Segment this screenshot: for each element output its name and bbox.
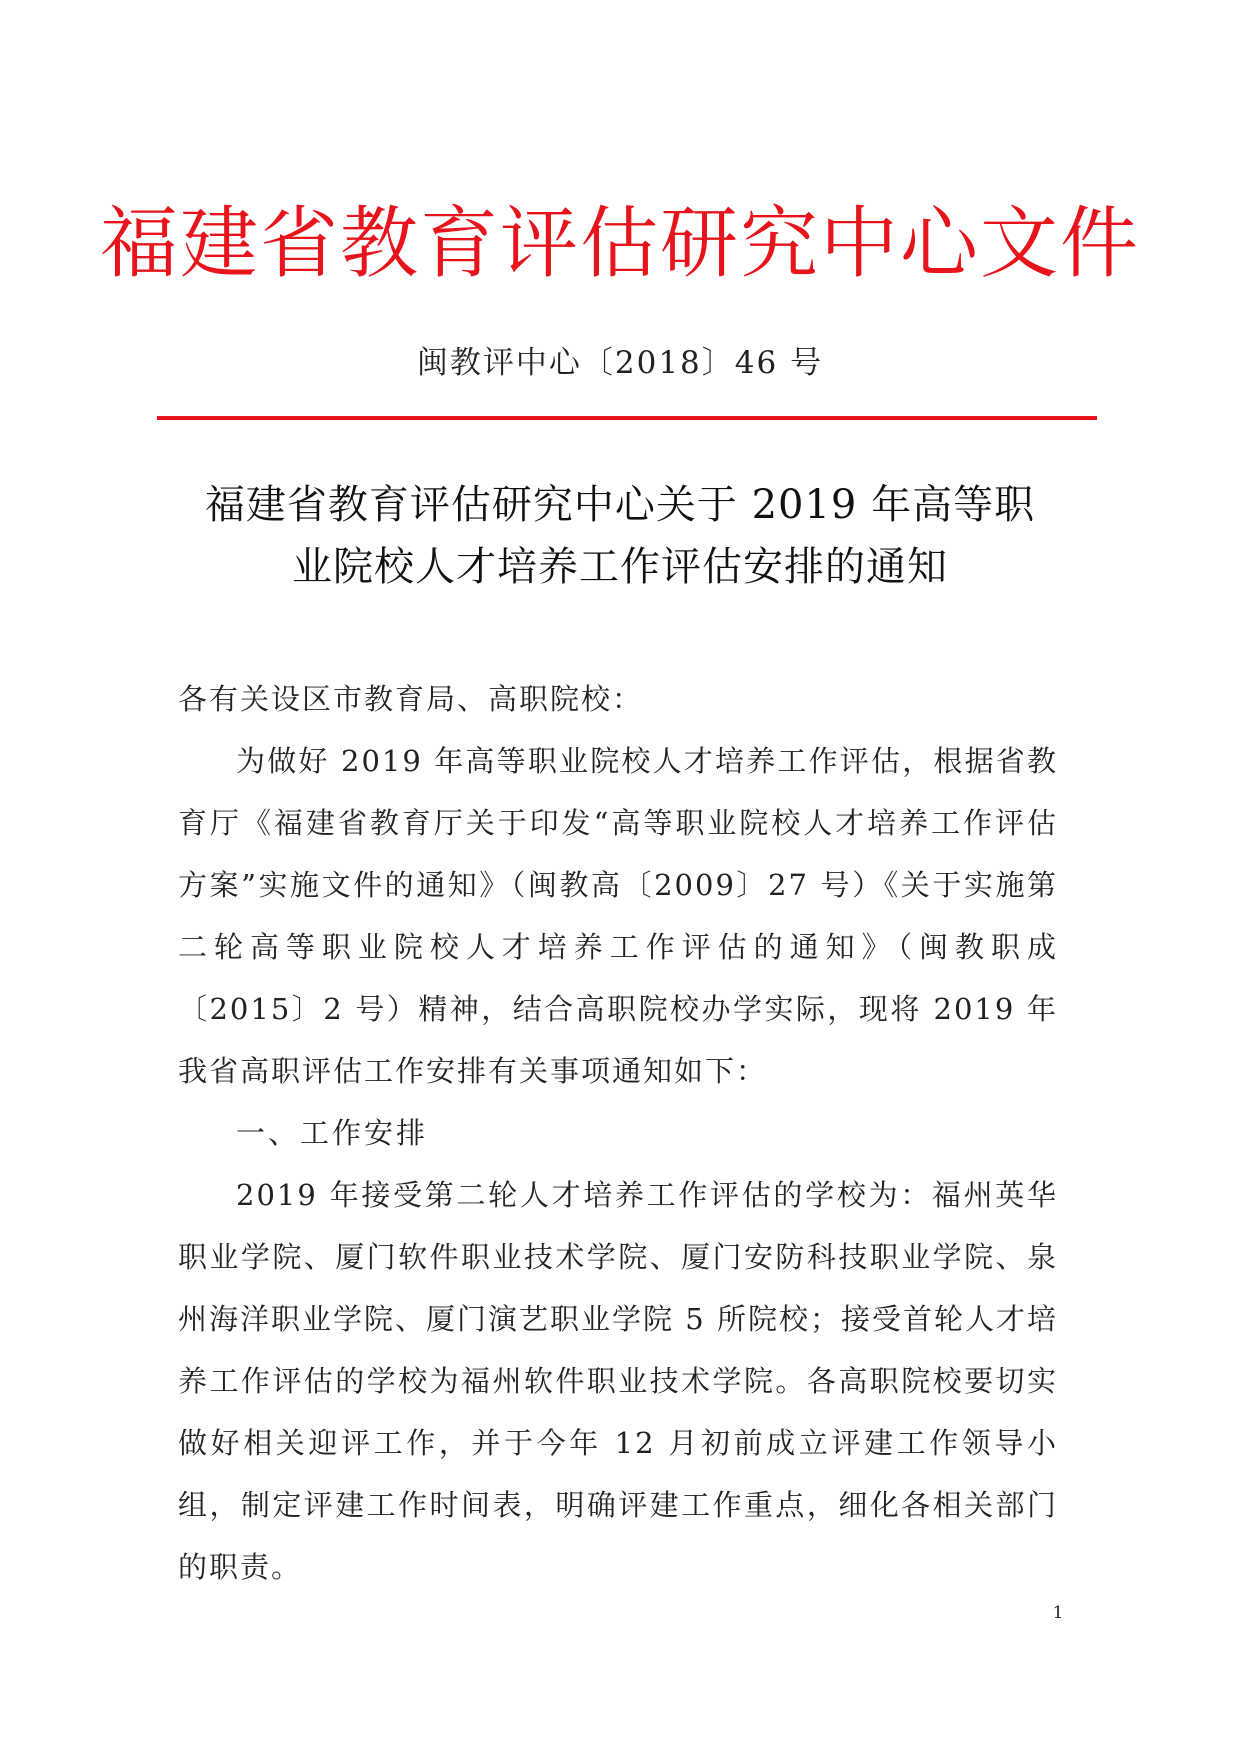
title-line-2: 业院校人才培养工作评估安排的通知 — [292, 544, 948, 590]
document-number: 闽教评中心〔2018〕46 号 — [416, 345, 824, 381]
intro-paragraph: 为做好 2019 年高等职业院校人才培养工作评估，根据省教育厅《福建省教育厅关于印发“高等职业院校人才培养工作评估方案”实施文件的通知》（闽教高〔2009〕27 号）《关于实施第二轮高等职业院校人才培养工作评估的通知》（闽教职成〔2015〕2 号）精神，结合高职院校办学实际，现将 2019 年我省高职评估工作安排有关事项通知如下： — [178, 744, 1058, 1088]
issuer-header: 福建省教育评估研究中心文件 — [99, 199, 1140, 289]
page-number: 1 — [1052, 1603, 1064, 1623]
document-body — [178, 668, 1058, 1598]
salutation: 各有关设区市教育局、高职院校： — [178, 682, 644, 716]
section-paragraph: 2019 年接受第二轮人才培养工作评估的学校为：福州英华职业学院、厦门软件职业技术学院、厦门安防科技职业学院、泉州海洋职业学院、厦门演艺职业学院 5 所院校；接受首轮人才培养工作评估的学校为福州软件职业技术学院。各高职院校要切实做好相关迎评工作，并于今年 12 月初前成立评建工作领导小组，制定评建工作时间表，明确评建工作重点，细化各相关部门的职责。 — [178, 1178, 1058, 1584]
title-line-1: 福建省教育评估研究中心关于 2019 年高等职 — [204, 482, 1036, 528]
section-heading: 一、工作安排 — [236, 1116, 429, 1150]
red-divider-line — [157, 416, 1097, 420]
document-title — [0, 474, 1240, 598]
